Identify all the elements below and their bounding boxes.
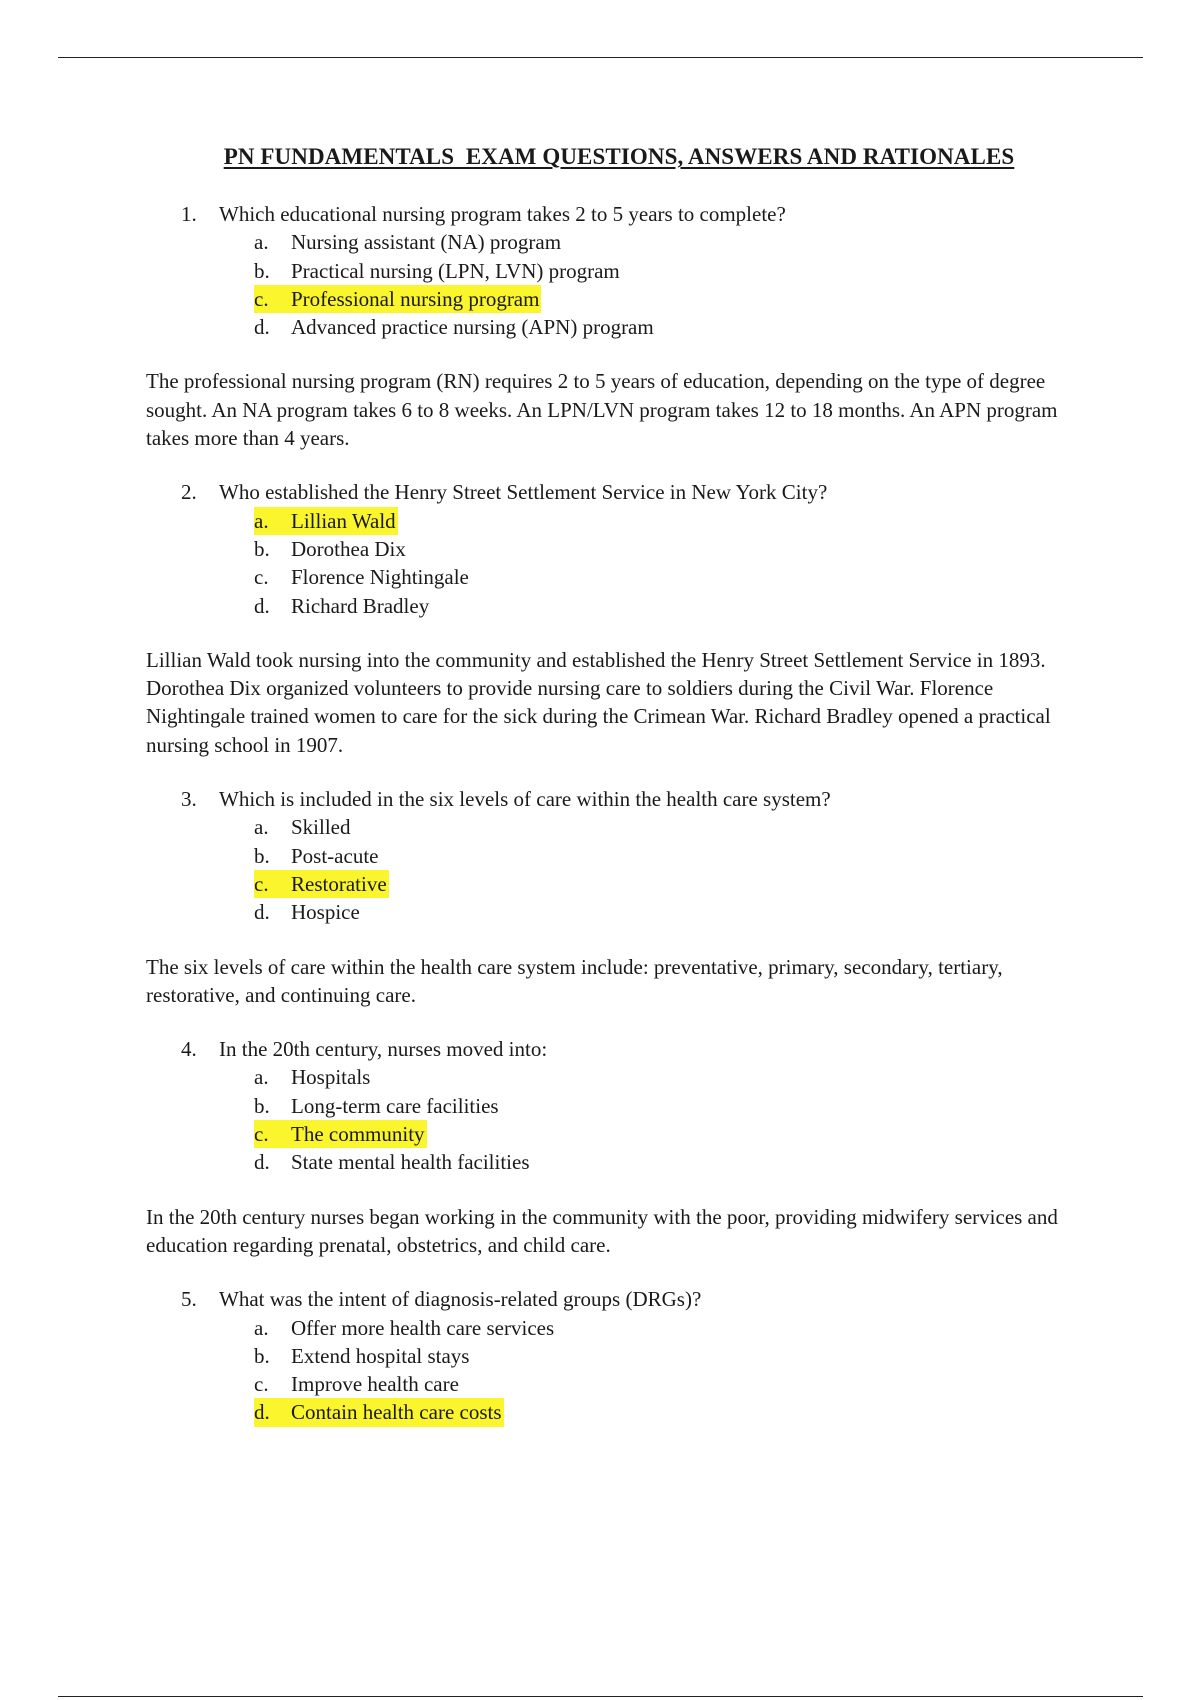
spacer: [146, 1009, 1086, 1035]
option-text: Professional nursing program: [291, 286, 540, 311]
option-text: Skilled: [291, 815, 351, 840]
option-3a: [254, 813, 1086, 841]
option-text: Restorative: [291, 871, 387, 896]
spacer: [146, 341, 1086, 367]
option-letter: c.: [254, 565, 269, 590]
option-text: Dorothea Dix: [291, 536, 406, 561]
answer-options-3: [146, 813, 1086, 926]
spacer: [146, 620, 1086, 646]
option-text: Extend hospital stays: [291, 1343, 470, 1368]
option-letter: b.: [254, 843, 270, 868]
question-text: Which is included in the six levels of care within the health care system?: [219, 787, 831, 812]
option-letter: d.: [254, 593, 270, 618]
option-text: Nursing assistant (NA) program: [291, 230, 562, 255]
top-rule: [58, 57, 1143, 58]
option-letter: d.: [254, 1150, 270, 1175]
option-letter: a.: [254, 508, 269, 533]
question-text: Who established the Henry Street Settlement Service in New York City?: [219, 480, 828, 505]
question-number: 5.: [181, 1287, 197, 1312]
rationale-1: The professional nursing program (RN) requires 2 to 5 years of education, depending on the type of degree sought. An NA program takes 6 to 8 weeks. An LPN/LVN program takes 12 to 18 months. An APN program takes more than 4 years.: [146, 369, 1058, 451]
option-text: State mental health facilities: [291, 1150, 530, 1175]
option-letter: d.: [254, 900, 270, 925]
option-letter: b.: [254, 536, 270, 561]
option-text: Offer more health care services: [291, 1315, 555, 1340]
option-text: Hospice: [291, 900, 360, 925]
option-letter: b.: [254, 1343, 270, 1368]
answer-options-5: [146, 1314, 1086, 1427]
option-4d: [254, 1148, 1086, 1176]
option-4c-correct: [254, 1120, 1086, 1148]
option-text: Hospitals: [291, 1065, 371, 1090]
bottom-rule: [58, 1696, 1143, 1697]
option-letter: c.: [254, 286, 269, 311]
option-5d-correct: [254, 1398, 1086, 1426]
option-5a: [254, 1314, 1086, 1342]
option-text: Contain health care costs: [291, 1400, 502, 1425]
rationale-2: Lillian Wald took nursing into the community and established the Henry Street Settlement Service in 1893. Dorothea Dix organized volunteers to provide nursing care to soldiers during the Civil War. Florence Nightingale trained women to care for the sick during the Crimean War. Richard Bradley opened a practical nursing school in 1907.: [146, 647, 1051, 757]
option-5c: [254, 1370, 1086, 1398]
option-letter: d.: [254, 315, 270, 340]
rationale-3: The six levels of care within the health care system include: preventative, primary, secondary, tertiary, restorative, and continuing care.: [146, 954, 1003, 1007]
option-letter: a.: [254, 815, 269, 840]
option-1a: [254, 228, 1086, 256]
question-number: 3.: [181, 787, 197, 812]
option-2a-correct: [254, 507, 1086, 535]
spacer: [146, 452, 1086, 478]
question-5: [146, 1285, 1086, 1313]
option-letter: c.: [254, 1122, 269, 1147]
option-1c-correct: [254, 285, 1086, 313]
question-1: [146, 200, 1086, 228]
question-text: What was the intent of diagnosis-related groups (DRGs)?: [219, 1287, 702, 1312]
option-text: The community: [291, 1122, 425, 1147]
question-text: Which educational nursing program takes 2 to 5 years to complete?: [219, 202, 786, 226]
option-text: Improve health care: [291, 1372, 459, 1397]
option-5b: [254, 1342, 1086, 1370]
option-4a: [254, 1063, 1086, 1091]
option-letter: c.: [254, 871, 269, 896]
option-text: Post-acute: [291, 843, 379, 868]
spacer: [146, 1177, 1086, 1203]
option-2b: [254, 535, 1086, 563]
option-letter: a.: [254, 1065, 269, 1090]
option-text: Lillian Wald: [291, 508, 396, 533]
option-3d: [254, 898, 1086, 926]
question-number: 2.: [181, 480, 197, 505]
option-3c-correct: [254, 870, 1086, 898]
option-letter: a.: [254, 230, 269, 255]
option-2c: [254, 563, 1086, 591]
option-letter: c.: [254, 1372, 269, 1397]
answer-options-4: [146, 1063, 1086, 1176]
question-number: 4.: [181, 1037, 197, 1062]
option-3b: [254, 842, 1086, 870]
answer-options-1: [146, 228, 1086, 341]
option-letter: d.: [254, 1400, 270, 1425]
question-number: 1.: [181, 202, 197, 226]
spacer: [146, 927, 1086, 953]
option-letter: a.: [254, 1315, 269, 1340]
option-text: Long-term care facilities: [291, 1093, 499, 1118]
question-text: In the 20th century, nurses moved into:: [219, 1037, 548, 1062]
option-4b: [254, 1092, 1086, 1120]
answer-options-2: [146, 507, 1086, 620]
spacer: [146, 1259, 1086, 1285]
option-2d: [254, 592, 1086, 620]
exam-content: [146, 200, 1086, 1427]
spacer: [146, 759, 1086, 785]
option-1b: [254, 257, 1086, 285]
option-text: Richard Bradley: [291, 593, 430, 618]
question-4: [146, 1035, 1086, 1063]
option-text: Practical nursing (LPN, LVN) program: [291, 258, 620, 283]
option-letter: b.: [254, 258, 270, 283]
option-1d: [254, 313, 1086, 341]
question-3: [146, 785, 1086, 813]
option-letter: b.: [254, 1093, 270, 1118]
page-title: PN FUNDAMENTALS EXAM QUESTIONS, ANSWERS AND RATIONALES: [223, 144, 1015, 169]
option-text: Advanced practice nursing (APN) program: [291, 315, 654, 340]
question-2: [146, 478, 1086, 506]
option-text: Florence Nightingale: [291, 565, 469, 590]
rationale-4: In the 20th century nurses began working in the community with the poor, providing midwifery services and education regarding prenatal, obstetrics, and child care.: [146, 1204, 1058, 1257]
